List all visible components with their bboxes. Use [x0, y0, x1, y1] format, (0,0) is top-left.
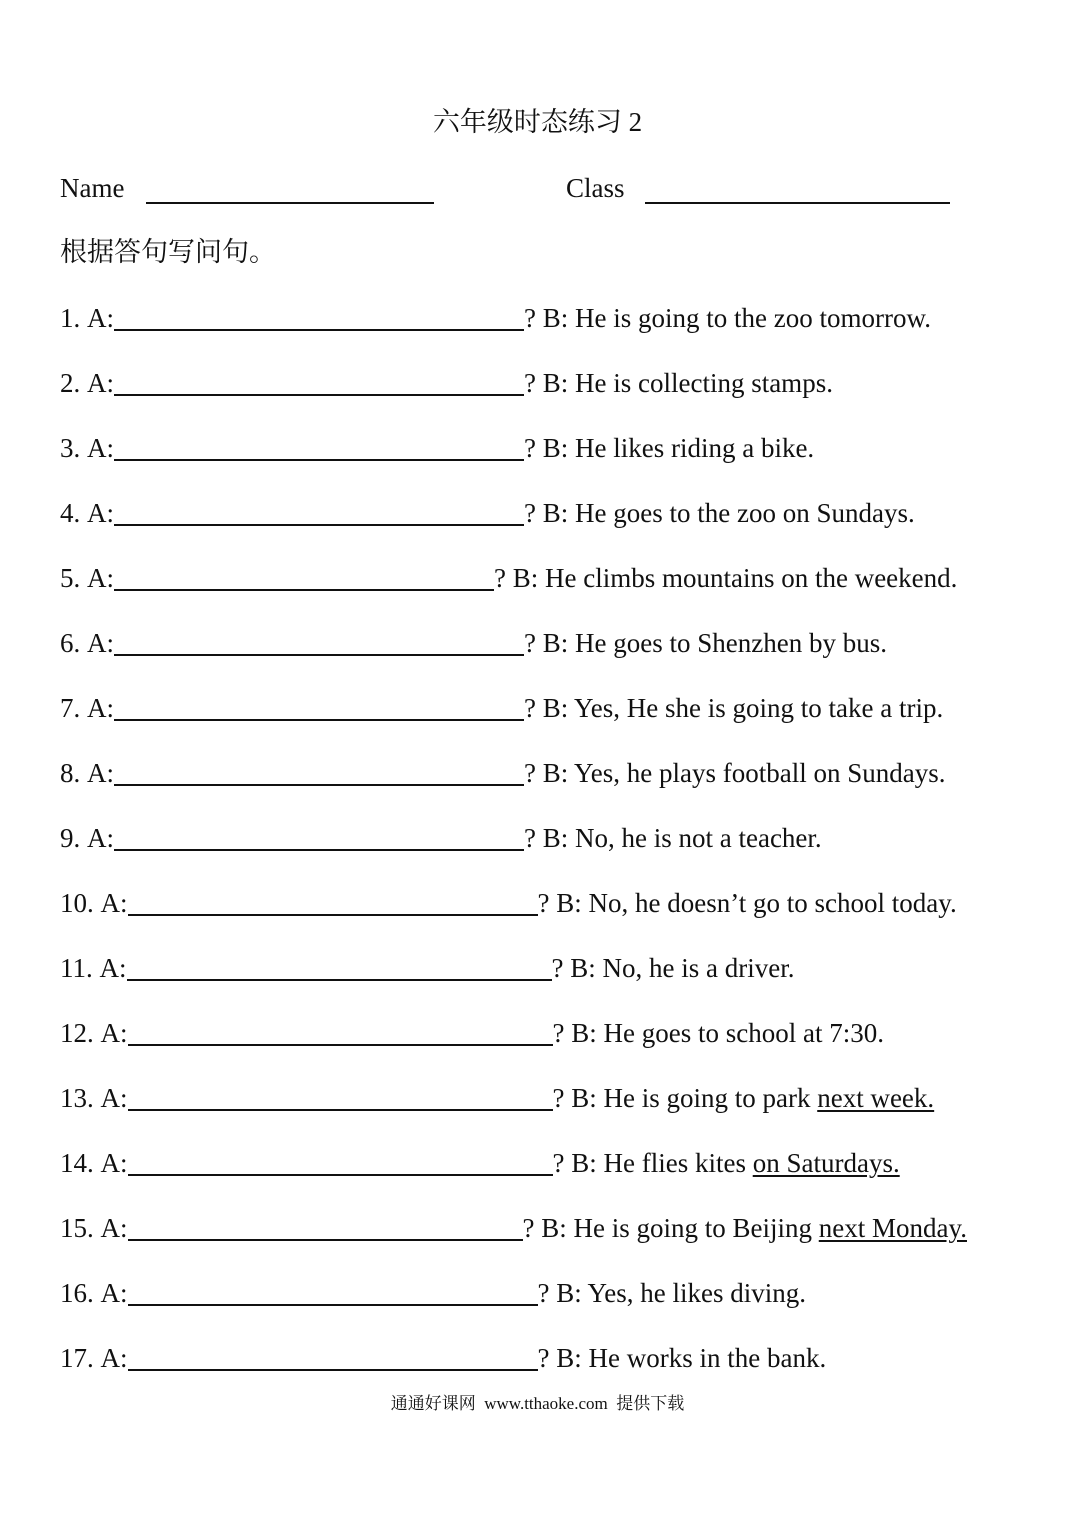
- answer-b-text: B: He goes to the zoo on Sundays.: [542, 498, 915, 528]
- question-item: [60, 560, 1050, 625]
- answer-blank[interactable]: [128, 1018, 553, 1046]
- answer-b-text: B: He flies kites: [571, 1148, 753, 1178]
- underlined-phrase: next Monday.: [818, 1213, 967, 1243]
- question-number: 3.: [60, 433, 81, 463]
- answer-b-text: B: Yes, he plays football on Sundays.: [542, 758, 946, 788]
- answer-blank[interactable]: [128, 1343, 538, 1371]
- question-mark: ?: [552, 1083, 565, 1113]
- question-number: 16.: [60, 1278, 94, 1308]
- question-mark: ?: [537, 1343, 550, 1373]
- question-number: 7.: [60, 693, 81, 723]
- question-number: 14.: [60, 1148, 94, 1178]
- answer-b-text: B: No, he is not a teacher.: [542, 823, 822, 853]
- answer-blank[interactable]: [128, 888, 538, 916]
- speaker-a-label: A:: [100, 1213, 128, 1243]
- answer-blank[interactable]: [114, 823, 524, 851]
- answer-blank[interactable]: [128, 1278, 538, 1306]
- speaker-a-label: A:: [87, 498, 114, 528]
- speaker-a-label: A:: [100, 1278, 128, 1308]
- speaker-a-label: A:: [99, 953, 127, 983]
- question-item: [60, 1015, 1050, 1080]
- question-item: [60, 1080, 1050, 1145]
- answer-b-text: B: No, he is a driver.: [570, 953, 795, 983]
- question-mark: ?: [494, 563, 506, 593]
- class-field[interactable]: [645, 202, 950, 204]
- question-item: [60, 430, 1050, 495]
- speaker-a-label: A:: [100, 1343, 128, 1373]
- answer-blank[interactable]: [114, 563, 494, 591]
- answer-blank[interactable]: [127, 953, 552, 981]
- question-item: [60, 1145, 1050, 1210]
- question-item: [60, 625, 1050, 690]
- question-item: [60, 495, 1050, 560]
- question-item: [60, 365, 1050, 430]
- question-number: 11.: [60, 953, 93, 983]
- question-mark: ?: [524, 823, 536, 853]
- answer-b-text: B: He is going to park: [571, 1083, 818, 1113]
- answer-blank[interactable]: [114, 368, 524, 396]
- answer-blank[interactable]: [114, 693, 524, 721]
- speaker-a-label: A:: [87, 368, 114, 398]
- answer-b-text: B: He climbs mountains on the weekend.: [512, 563, 958, 593]
- answer-b-text: B: He is going to the zoo tomorrow.: [542, 303, 931, 333]
- name-field[interactable]: [146, 202, 434, 204]
- question-number: 12.: [60, 1018, 94, 1048]
- underlined-phrase: on Saturdays.: [752, 1148, 900, 1178]
- question-mark: ?: [524, 758, 536, 788]
- question-item: [60, 300, 1050, 365]
- question-number: 1.: [60, 303, 81, 333]
- answer-b-text: B: He goes to Shenzhen by bus.: [542, 628, 887, 658]
- question-number: 2.: [60, 368, 81, 398]
- instruction-text: 根据答句写问句。: [60, 237, 276, 267]
- answer-blank[interactable]: [128, 1083, 553, 1111]
- answer-b-text: B: No, he doesn’t go to school today.: [556, 888, 957, 918]
- question-mark: ?: [524, 368, 536, 398]
- footer-text: 通通好课网 www.tthaoke.com 提供下载: [390, 1394, 685, 1413]
- name-label: Name: [60, 173, 125, 203]
- underlined-phrase: next week.: [817, 1083, 935, 1113]
- answer-b-text: B: He is going to Beijing: [541, 1213, 819, 1243]
- question-number: 5.: [60, 563, 81, 593]
- question-mark: ?: [524, 303, 536, 333]
- question-mark: ?: [551, 953, 564, 983]
- question-number: 13.: [60, 1083, 94, 1113]
- speaker-a-label: A:: [87, 823, 114, 853]
- question-mark: ?: [524, 433, 536, 463]
- class-label: Class: [566, 173, 625, 203]
- question-item: [60, 690, 1050, 755]
- question-item: [60, 1275, 1050, 1340]
- question-item: [60, 950, 1050, 1015]
- speaker-a-label: A:: [100, 1148, 128, 1178]
- speaker-a-label: A:: [87, 433, 114, 463]
- answer-b-text: B: He works in the bank.: [556, 1343, 827, 1373]
- answer-blank[interactable]: [128, 1213, 523, 1241]
- question-list: [60, 300, 1050, 1405]
- speaker-a-label: A:: [87, 628, 114, 658]
- speaker-a-label: A:: [87, 303, 114, 333]
- speaker-a-label: A:: [87, 758, 114, 788]
- answer-b-text: B: Yes, he likes diving.: [556, 1278, 807, 1308]
- question-number: 8.: [60, 758, 81, 788]
- question-item: [60, 820, 1050, 885]
- answer-b-text: B: He is collecting stamps.: [542, 368, 833, 398]
- answer-blank[interactable]: [114, 498, 524, 526]
- question-mark: ?: [537, 888, 550, 918]
- answer-blank[interactable]: [114, 433, 524, 461]
- answer-b-text: B: He goes to school at 7:30.: [571, 1018, 884, 1048]
- question-number: 10.: [60, 888, 94, 918]
- speaker-a-label: A:: [100, 1018, 128, 1048]
- question-number: 4.: [60, 498, 81, 528]
- question-mark: ?: [524, 628, 536, 658]
- speaker-a-label: A:: [87, 693, 114, 723]
- question-number: 6.: [60, 628, 81, 658]
- question-mark: ?: [522, 1213, 535, 1243]
- answer-b-text: B: Yes, He she is going to take a trip.: [542, 693, 944, 723]
- page-title: 六年级时态练习 2: [432, 107, 643, 137]
- question-mark: ?: [524, 693, 536, 723]
- answer-blank[interactable]: [114, 303, 524, 331]
- answer-b-text: B: He likes riding a bike.: [542, 433, 815, 463]
- question-item: [60, 755, 1050, 820]
- question-number: 15.: [60, 1213, 94, 1243]
- question-mark: ?: [552, 1018, 565, 1048]
- answer-blank[interactable]: [114, 628, 524, 656]
- speaker-a-label: A:: [100, 1083, 128, 1113]
- question-mark: ?: [524, 498, 536, 528]
- question-item: [60, 885, 1050, 950]
- answer-blank[interactable]: [114, 758, 524, 786]
- question-mark: ?: [537, 1278, 550, 1308]
- question-mark: ?: [552, 1148, 565, 1178]
- question-number: 9.: [60, 823, 81, 853]
- question-number: 17.: [60, 1343, 94, 1373]
- speaker-a-label: A:: [87, 563, 114, 593]
- speaker-a-label: A:: [100, 888, 128, 918]
- answer-blank[interactable]: [128, 1148, 553, 1176]
- question-item: [60, 1210, 1050, 1275]
